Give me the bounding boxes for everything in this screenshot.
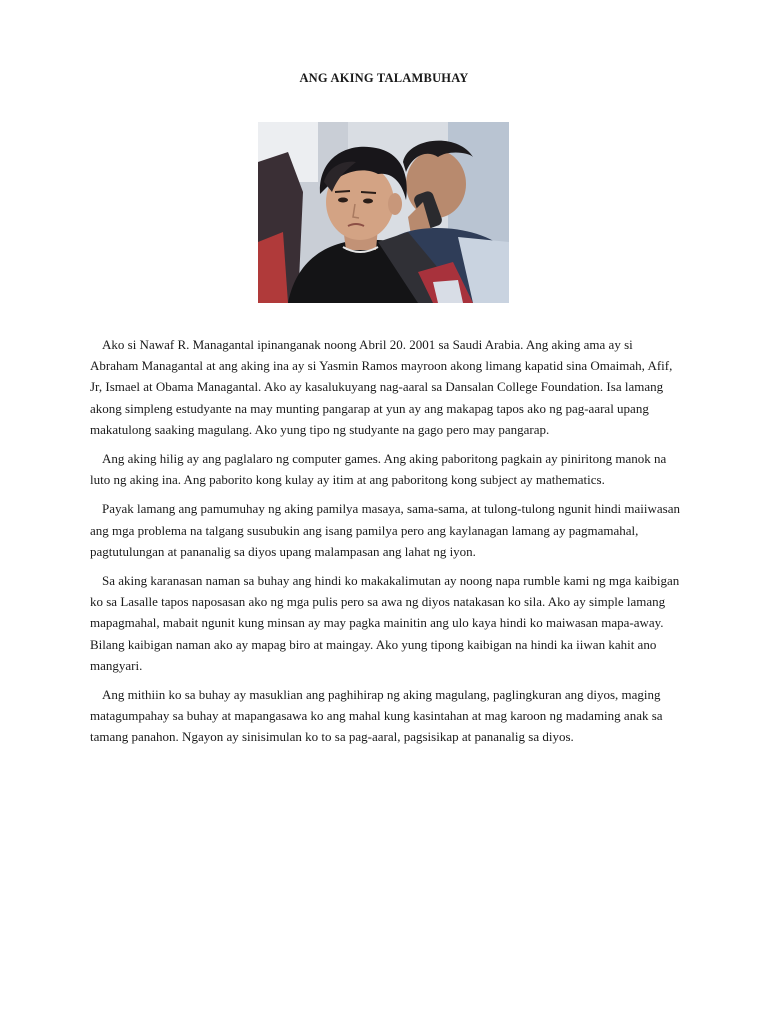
paragraph-intro: Ako si Nawaf R. Managantal ipinanganak noong Abril 20. 2001 sa Saudi Arabia. Ang aking ama ay si Abraham Managantal at ang aking ina ay si Yasmin Ramos mayroon akong limang kapatid sina Omaimah, Afif, Jr, Ismael at Obama Managantal. Ako ay kasalukuyang nag-aaral sa Dansalan College Foundation. Isa lamang akong simpleng estudyante na may munting pangarap at yun ay ang makapag tapos ako ng pag-aaral upang makatulong saaking magulang. Ako yung tipo ng studyante na gago pero may pangarap. (90, 337, 673, 437)
paragraph-aspirations: Ang mithiin ko sa buhay ay masuklian ang paghihirap ng aking magulang, paglingkuran ang diyos, maging matagumpahay sa buhay at mapangasawa ko ang mahal kung kasintahan at mag karoon ng madaming anak sa tamang panahon. Ngayon ay sinisimulan ko to sa pag-aaral, pagsisikap at pananalig sa diyos. (90, 687, 663, 745)
paragraph-family: Payak lamang ang pamumuhay ng aking pamilya masaya, sama-sama, at tulong-tulong ngunit hindi maiiwasan ang mga problema na talgang susubukin ang isang pamilya pero ang kaylanagan lamang ay pagmamahal, pagtutulungan at pananalig sa diyos upang malampasan ang lahat ng iyon. (90, 501, 681, 559)
biography-body (90, 334, 680, 756)
document-title: ANG AKING TALAMBUHAY (299, 71, 469, 85)
paragraph-hobbies: Ang aking hilig ay ang paglalaro ng computer games. Ang aking paboritong pagkain ay piniritong manok na luto ng aking ina. Ang paborito kong kulay ay itim at ang paboritong kong subject ay mathematics. (90, 451, 667, 488)
portrait-photo (258, 122, 509, 303)
paragraph-experience: Sa aking karanasan naman sa buhay ang hindi ko makakalimutan ay noong napa rumble kami ng mga kaibigan ko sa Lasalle tapos naposasan ako ng mga pulis pero sa awa ng diyos natakasan ko sila. Ako ay simple lamang mapagmahal, mabait ngunit kung minsan ay may pagka mainitin ang ulo kaya hindi ko maiwasan mapa-away. Bilang kaibigan naman ako ay mapag biro at maingay. Ako yung tipong kaibigan na hindi ka iiwan kahit ano mangyari. (90, 573, 680, 673)
